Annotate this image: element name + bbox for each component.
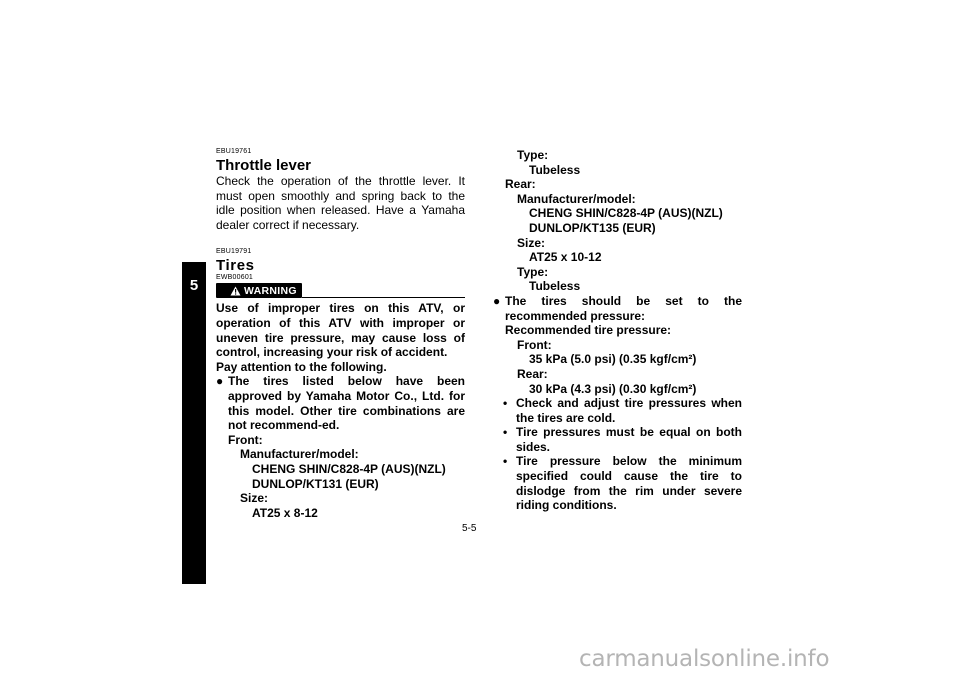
section-title-throttle: Throttle lever (216, 157, 312, 174)
recommended-pressure-label: Recommended tire pressure: (505, 323, 672, 338)
warning-triangle-icon (230, 286, 241, 296)
warning-rule (302, 297, 465, 298)
tire-type: Tubeless (529, 279, 581, 294)
bullet-icon: ● (493, 293, 501, 308)
size-label: Size: (517, 235, 546, 250)
sub-bullet-text: Tire pressures must be equal on both sides. (516, 425, 742, 454)
sub-list-item (493, 396, 742, 425)
bullet-text: The tires should be set to the recommended pressure: (505, 293, 742, 323)
watermark: carmanualsonline.info (579, 646, 830, 672)
bullet-text: The tires listed below have been approved by Yamaha Motor Co., Ltd. for this model. Other tire combinations are not recommend-ed. (228, 374, 465, 433)
tire-model: DUNLOP/KT131 (EUR) (252, 476, 379, 491)
type-label: Type: (517, 148, 549, 162)
type-label: Type: (517, 264, 549, 279)
tire-type: Tubeless (529, 162, 581, 177)
sub-bullet-icon: • (503, 425, 508, 440)
warning-label: WARNING (244, 284, 297, 297)
tire-model: DUNLOP/KT135 (EUR) (529, 220, 656, 235)
page-number: 5-5 (462, 523, 477, 534)
sub-bullet-icon: • (503, 396, 508, 411)
sub-bullet-text: Tire pressure below the minimum specified could cause the tire to dislodge from the rim under severe riding conditions. (516, 454, 742, 513)
chapter-number: 5 (189, 277, 199, 294)
pressure-value: 30 kPa (4.3 psi) (0.30 kgf/cm²) (529, 381, 697, 396)
sub-list-item (493, 454, 742, 512)
rear-label: Rear: (505, 177, 536, 192)
chapter-tab (182, 262, 206, 584)
warning-header (216, 283, 465, 301)
manufacturer-label: Manufacturer/model: (240, 447, 359, 462)
left-column (216, 148, 465, 520)
attention-text: Pay attention to the following. (216, 359, 387, 374)
tire-size: AT25 x 10-12 (529, 250, 602, 265)
front-label: Front: (228, 432, 263, 447)
tire-model: CHENG SHIN/C828-4P (AUS)(NZL) (529, 206, 723, 221)
warning-badge (216, 283, 302, 298)
front-label: Front: (517, 337, 552, 352)
list-item (493, 294, 742, 323)
list-item (216, 374, 465, 432)
warning-text: Use of improper tires on this ATV, or operation of this ATV with improper or uneven tire pressure, may cause loss of control, increasing your risk of accident. (216, 301, 465, 360)
sub-bullet-text: Check and adjust tire pressures when the tires are cold. (516, 396, 742, 425)
sub-list-item (493, 425, 742, 454)
section-title-tires: Tires (216, 257, 255, 275)
sub-bullet-icon: • (503, 454, 508, 469)
pressure-value: 35 kPa (5.0 psi) (0.35 kgf/cm²) (529, 352, 697, 367)
tire-size: AT25 x 8-12 (252, 505, 318, 520)
tire-model: CHENG SHIN/C828-4P (AUS)(NZL) (252, 461, 446, 476)
section-code: EBU19791 (216, 248, 252, 256)
throttle-paragraph: Check the operation of the throttle lever. It must open smoothly and spring back to the idle position when released. Have a Yamaha dealer correct if necessary. (216, 174, 465, 232)
rear-label: Rear: (517, 366, 548, 381)
bullet-icon: ● (216, 374, 224, 389)
warning-code: EWB00601 (216, 274, 254, 282)
section-code: EBU19761 (216, 148, 252, 155)
size-label: Size: (240, 491, 269, 506)
right-column (493, 148, 742, 513)
manufacturer-label: Manufacturer/model: (517, 191, 636, 206)
